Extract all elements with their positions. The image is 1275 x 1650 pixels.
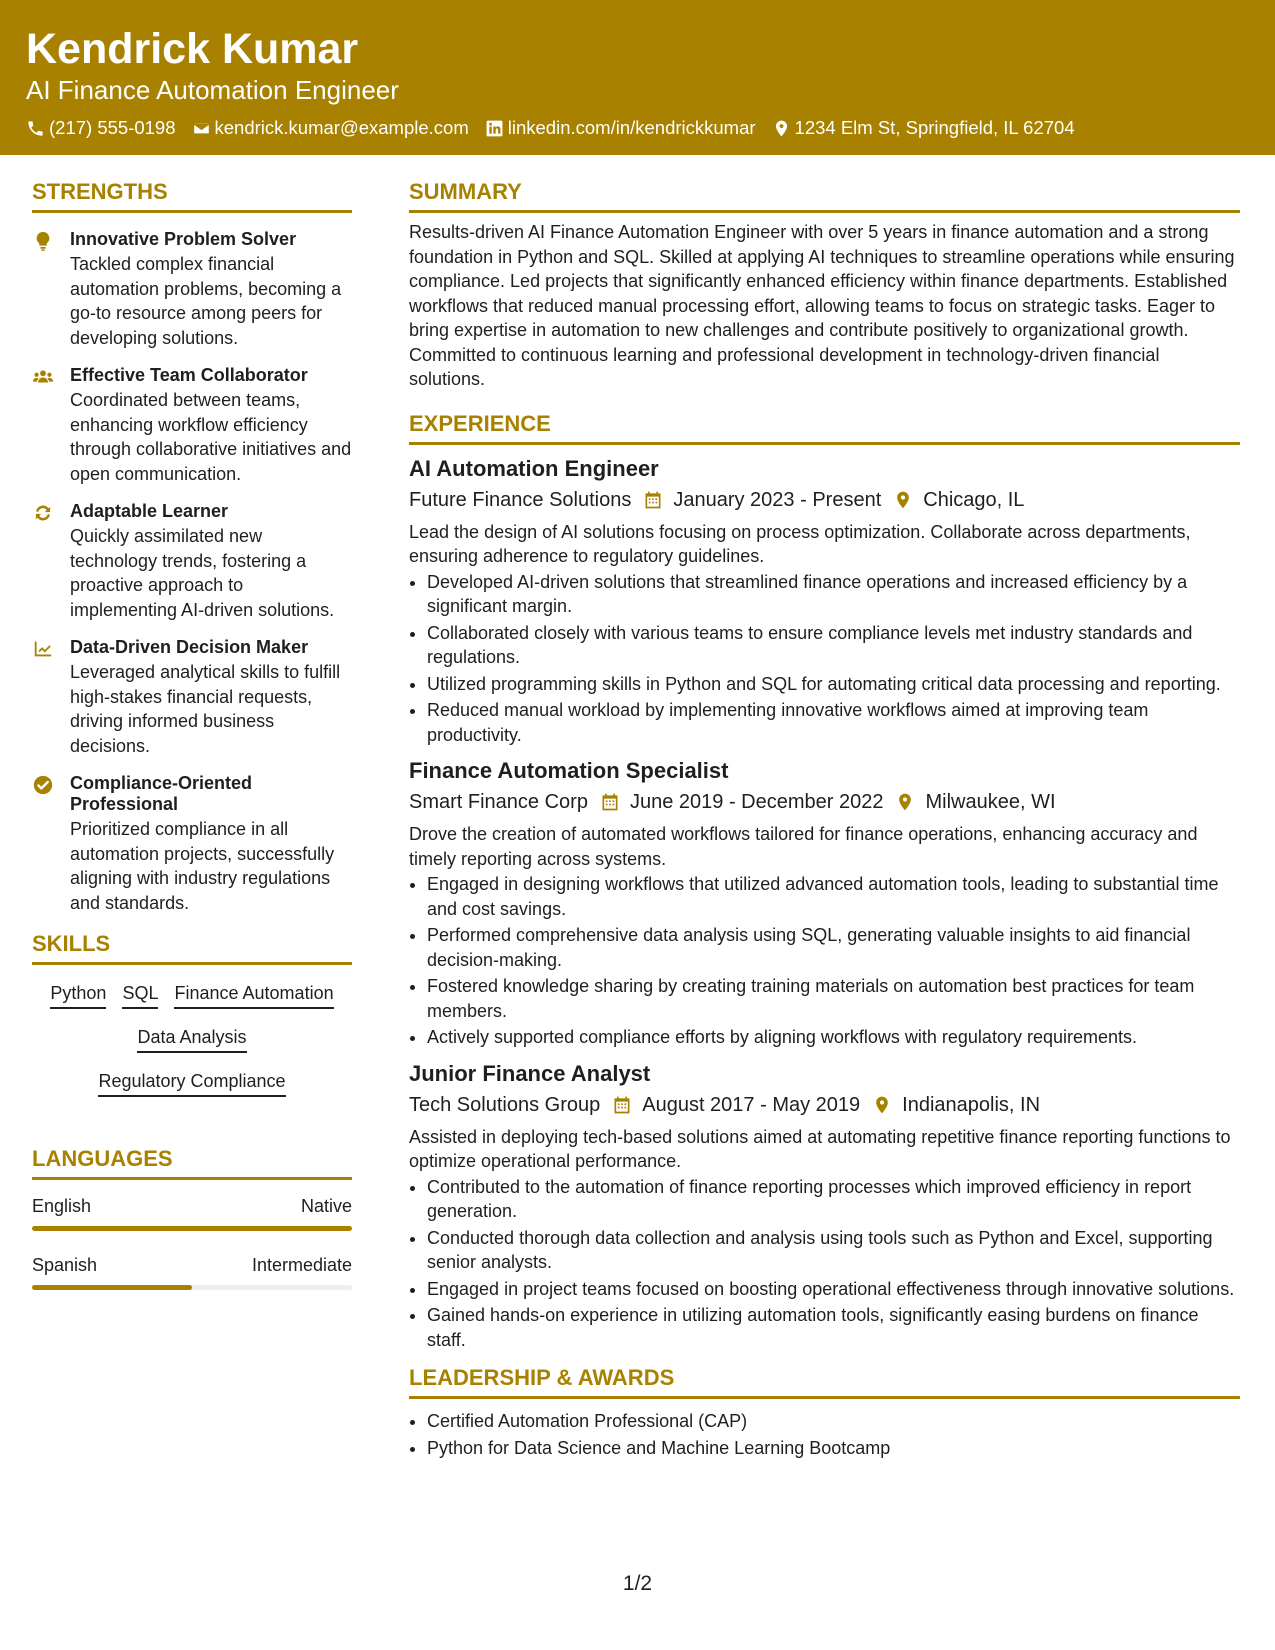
- summary-heading: SUMMARY: [409, 178, 1240, 213]
- users-icon: [32, 366, 54, 388]
- language-level: Native: [300, 1196, 352, 1216]
- job-company: [409, 486, 631, 514]
- right-column: [409, 178, 1240, 1462]
- language-bar: [32, 1285, 352, 1290]
- strength-item: [32, 365, 352, 486]
- strength-desc: Tackled complex financial automation problems, becoming a go-to resource among peers for developing solutions.: [70, 254, 342, 348]
- candidate-name: Kendrick Kumar: [26, 25, 359, 73]
- leadership-list: [409, 1409, 1240, 1460]
- contact-phone[interactable]: [26, 116, 176, 140]
- contact-address: [772, 116, 1075, 140]
- job-meta: [409, 486, 1240, 514]
- phone-icon: [26, 119, 45, 138]
- contact-bar: [26, 116, 1249, 140]
- job-description: Drove the creation of automated workflows tailored for finance operations, enhancing accuracy and timely reporting across systems.: [409, 824, 1198, 869]
- strength-desc: Leveraged analytical skills to fulfill high-stakes financial requests, driving informed business decisions.: [70, 662, 341, 756]
- language-item: [32, 1194, 352, 1231]
- language-name: Spanish: [32, 1255, 98, 1275]
- address-text: 1234 Elm St, Springfield, IL 62704: [794, 117, 1075, 138]
- lightbulb-icon: [32, 230, 54, 252]
- language-bar-fill: [32, 1226, 352, 1231]
- strength-item: [32, 501, 352, 622]
- job-entry: [409, 455, 1240, 748]
- job-bullets: [409, 1175, 1240, 1353]
- job-location-text: Chicago, IL: [923, 488, 1025, 511]
- job-location-text: Indianapolis, IN: [902, 1093, 1041, 1116]
- calendar-icon: [612, 1095, 632, 1115]
- job-bullet: • Reduced manual workload by implementing innovative workflows aimed at improving team productivity.: [427, 698, 1240, 747]
- job-meta: [409, 1091, 1240, 1119]
- job-dates: [643, 486, 881, 514]
- language-item: [32, 1253, 352, 1290]
- strength-item: [32, 637, 352, 758]
- job-location: [893, 486, 1024, 514]
- skill-tag: Data Analysis: [137, 1025, 246, 1053]
- job-location: [872, 1091, 1040, 1119]
- job-company-text: Tech Solutions Group: [409, 1093, 601, 1116]
- languages-section: [32, 1145, 352, 1290]
- strength-title: Adaptable Learner: [70, 501, 229, 521]
- strengths-heading: STRENGTHS: [32, 178, 352, 213]
- strength-title: Compliance-Oriented Professional: [70, 773, 253, 814]
- job-location: [895, 788, 1055, 816]
- job-bullet: • Fostered knowledge sharing by creating training materials on automation best practices for team members.: [427, 974, 1240, 1023]
- language-bar-fill: [32, 1285, 192, 1290]
- job-bullet: • Collaborated closely with various teams to ensure compliance levels met industry standards and regulations.: [427, 621, 1240, 670]
- strength-desc: Prioritized compliance in all automation projects, successfully aligning with industry regulations and standards.: [70, 819, 335, 913]
- left-column: [32, 178, 352, 1310]
- job-description: Lead the design of AI solutions focusing on process optimization. Collaborate across departments, ensuring adherence to regulatory guidelines.: [409, 521, 1191, 566]
- job-bullet: • Developed AI-driven solutions that streamlined finance operations and increased efficiency by a significant margin.: [427, 570, 1240, 619]
- sync-icon: [32, 502, 54, 524]
- job-company: [409, 788, 588, 816]
- leadership-item: • Python for Data Science and Machine Learning Bootcamp: [427, 1436, 1240, 1461]
- skills-list: [32, 973, 352, 1105]
- skill-tag: Python: [50, 981, 106, 1009]
- languages-heading: LANGUAGES: [32, 1145, 352, 1180]
- job-role: Junior Finance Analyst: [409, 1060, 651, 1086]
- chart-line-icon: [32, 638, 54, 660]
- job-role: Finance Automation Specialist: [409, 758, 729, 783]
- phone-text: (217) 555-0198: [49, 117, 176, 138]
- languages-list: [32, 1194, 352, 1290]
- job-role: AI Automation Engineer: [409, 455, 659, 481]
- strength-title: Innovative Problem Solver: [70, 229, 297, 249]
- leadership-section: [409, 1364, 1240, 1460]
- skills-section: [32, 930, 352, 1105]
- job-company: [409, 1091, 600, 1119]
- skill-tag: Finance Automation: [174, 981, 333, 1009]
- job-bullets: [409, 570, 1240, 748]
- summary-text: Results-driven AI Finance Automation Engineer with over 5 years in finance automation and a strong foundation in Python and SQL. Skilled at applying AI techniques to streamline operations while ensuring compliance. Led projects that significantly enhanced efficiency within finance departments. Established workflows that reduced manual processing effort, allowing teams to focus on strategic tasks. Eager to bring expertise in automation to new challenges and contribute positively to organizational growth. Committed to continuous learning and professional development in technology-driven financial solutions.: [409, 222, 1235, 389]
- strength-item: [32, 229, 352, 350]
- strength-title: Effective Team Collaborator: [70, 365, 308, 385]
- strength-desc: Quickly assimilated new technology trends, fostering a proactive approach to implementing AI-driven solutions.: [70, 526, 335, 620]
- language-bar: [32, 1226, 352, 1231]
- strengths-list: [32, 229, 352, 915]
- job-dates-text: August 2017 - May 2019: [642, 1093, 861, 1116]
- job-dates: [612, 1091, 860, 1119]
- job-location-text: Milwaukee, WI: [925, 791, 1056, 813]
- job-bullet: • Contributed to the automation of finance reporting processes which improved efficiency in report generation.: [427, 1175, 1240, 1224]
- job-bullet: • Utilized programming skills in Python and SQL for automating critical data processing and reporting.: [427, 672, 1240, 697]
- calendar-icon: [600, 792, 620, 812]
- calendar-icon: [643, 490, 663, 510]
- strength-desc: Coordinated between teams, enhancing workflow efficiency through collaborative initiatives and open communication.: [70, 390, 352, 484]
- job-entry: [409, 1060, 1240, 1353]
- strength-item: [32, 773, 352, 915]
- linkedin-icon: [485, 119, 504, 138]
- job-description: Assisted in deploying tech-based solutions aimed at automating repetitive finance reporting functions to optimize operational performance.: [409, 1126, 1231, 1171]
- job-meta: [409, 788, 1240, 816]
- check-circle-icon: [32, 774, 54, 796]
- language-name: English: [32, 1196, 92, 1216]
- map-pin-icon: [772, 119, 791, 138]
- language-level: Intermediate: [251, 1255, 352, 1275]
- experience-list: [409, 455, 1240, 1353]
- job-dates: [600, 788, 884, 816]
- map-pin-icon: [872, 1095, 892, 1115]
- job-bullet: • Engaged in project teams focused on boosting operational effectiveness through innovative solutions.: [427, 1277, 1240, 1302]
- job-bullet: • Conducted thorough data collection and analysis using tools such as Python and Excel, supporting senior analysts.: [427, 1226, 1240, 1275]
- job-bullets: [409, 872, 1240, 1050]
- envelope-icon: [192, 119, 211, 138]
- job-dates-text: June 2019 - December 2022: [629, 791, 884, 813]
- skill-tag: Regulatory Compliance: [98, 1069, 285, 1097]
- map-pin-icon: [893, 490, 913, 510]
- job-entry: [409, 757, 1240, 1050]
- resume-header: [0, 0, 1275, 155]
- contact-linkedin[interactable]: [485, 116, 756, 140]
- job-dates-text: January 2023 - Present: [673, 488, 882, 511]
- experience-heading: EXPERIENCE: [409, 410, 1240, 445]
- job-bullet: • Gained hands-on experience in utilizing automation tools, significantly easing burdens on finance staff.: [427, 1303, 1240, 1352]
- candidate-title: AI Finance Automation Engineer: [26, 75, 399, 105]
- email-text: kendrick.kumar@example.com: [214, 117, 469, 138]
- leadership-heading: LEADERSHIP & AWARDS: [409, 1364, 1240, 1399]
- page-number: 1/2: [622, 1572, 653, 1595]
- skills-heading: SKILLS: [32, 930, 352, 965]
- skill-tag: SQL: [122, 981, 158, 1009]
- job-company-text: Smart Finance Corp: [409, 791, 588, 813]
- job-bullet: • Engaged in designing workflows that utilized advanced automation tools, leading to substantial time and cost savings.: [427, 872, 1240, 921]
- leadership-item: • Certified Automation Professional (CAP): [427, 1409, 1240, 1434]
- job-bullet: • Actively supported compliance efforts by aligning workflows with regulatory requirements.: [427, 1025, 1240, 1050]
- job-company-text: Future Finance Solutions: [409, 488, 632, 511]
- strength-title: Data-Driven Decision Maker: [70, 637, 309, 657]
- map-pin-icon: [895, 792, 915, 812]
- linkedin-text: linkedin.com/in/kendrickkumar: [507, 117, 756, 138]
- job-bullet: • Performed comprehensive data analysis using SQL, generating valuable insights to aid financial decision-making.: [427, 923, 1240, 972]
- experience-section: [409, 410, 1240, 1353]
- contact-email[interactable]: [192, 116, 469, 140]
